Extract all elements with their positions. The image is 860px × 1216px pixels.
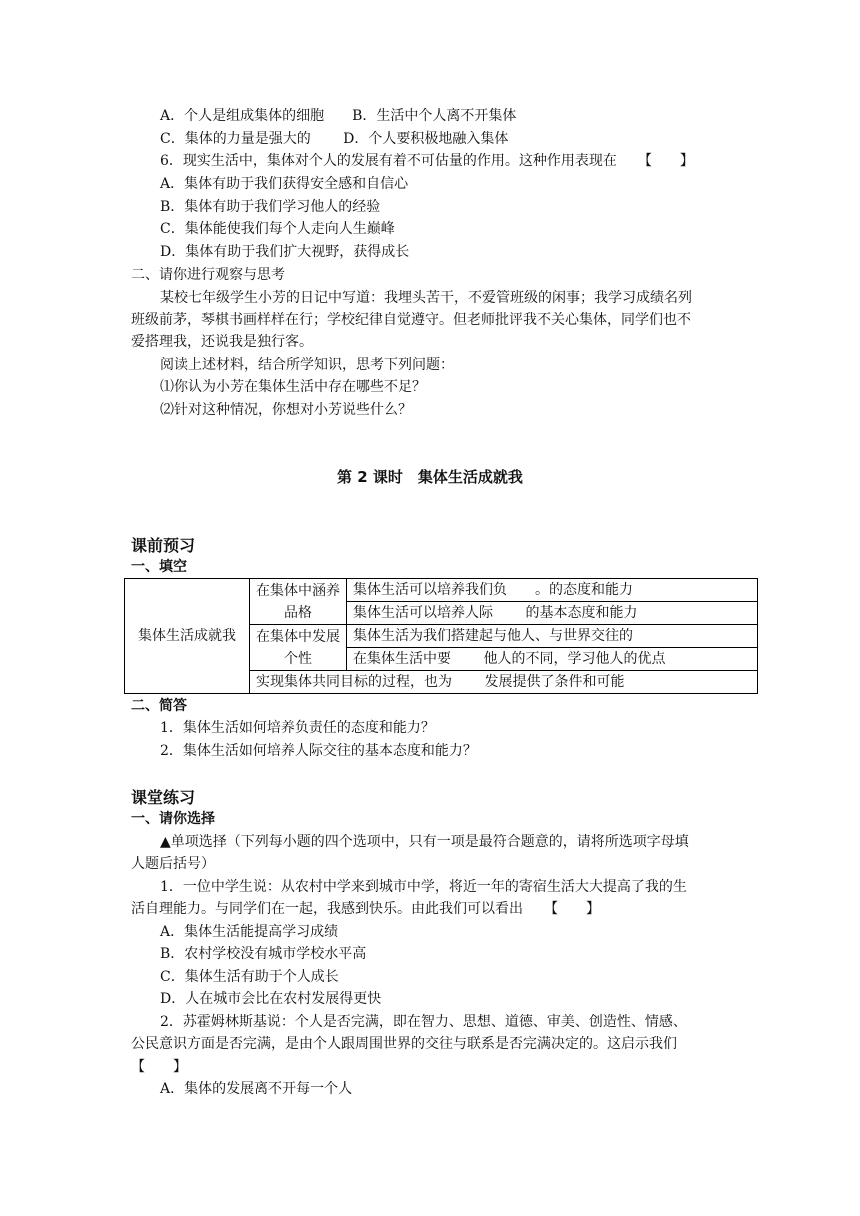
- question-1-line: 活自理能力。与同学们在一起，我感到快乐。由此我们可以看出 【 】: [131, 901, 600, 917]
- q5-option-cd: C．集体的力量是强大的 D．个人要积极地融入集体: [160, 131, 509, 147]
- section-2-heading: 二、请你进行观察与思考: [131, 267, 285, 283]
- q1-option-c: C．集体生活有助于个人成长: [160, 969, 339, 985]
- group-label-character: 在集体中涵养品格: [250, 579, 347, 625]
- think-question: ⑴你认为小芳在集体生活中存在哪些不足？: [160, 379, 426, 395]
- preview-heading: 课前预习: [131, 536, 196, 555]
- table-root-cell: 集体生活成就我: [125, 579, 250, 694]
- q6-option-c: C．集体能使我们每个人走向人生巅峰: [160, 221, 395, 237]
- q6-option-d: D．集体有助于我们扩大视野，获得成长: [160, 244, 410, 260]
- short-answer-heading: 二、简答: [131, 698, 187, 714]
- question-2-line: 【 】: [131, 1059, 187, 1075]
- short-question: 2．集体生活如何培养人际交往的基本态度和能力？: [160, 743, 477, 759]
- think-question: ⑵针对这种情况，你想对小芳说些什么？: [160, 402, 412, 418]
- lesson-title: 第 2 课时 集体生活成就我: [337, 468, 523, 486]
- question-2-line: 公民意识方面是否完满，是由个人跟周围世界的交往与联系是否完满决定的。这启示我们: [131, 1036, 677, 1052]
- q6-option-a: A．集体有助于我们获得安全感和自信心: [160, 176, 409, 192]
- passage-line: 爱搭理我，还说我是独行客。: [131, 334, 313, 350]
- passage-line: 某校七年级学生小芳的日记中写道：我埋头苦干，不爱管班级的闲事；我学习成绩名列: [160, 290, 692, 306]
- instruction-line: ▲单项选择（下列每小题的四个选项中，只有一项是最符合题意的，请将所选项字母填: [160, 834, 689, 850]
- table-cell: 集体生活为我们搭建起与他人、与世界交往的: [347, 625, 758, 648]
- passage-line: 班级前茅，琴棋书画样样在行；学校纪律自觉遵守。但老师批评我不关心集体，同学们也不: [131, 312, 691, 328]
- question-1-line: 1．一位中学生说：从农村中学来到城市中学，将近一年的寄宿生活大大提高了我的生: [160, 879, 687, 895]
- group-label-personality: 在集体中发展个性: [250, 625, 347, 671]
- practice-heading: 课堂练习: [131, 788, 196, 807]
- q5-option-ab: A．个人是组成集体的细胞 B．生活中个人离不开集体: [160, 108, 517, 124]
- table-cell: 在集体生活中要 他人的不同，学习他人的优点: [347, 648, 758, 671]
- table-cell: 集体生活可以培养我们负 。的态度和能力: [347, 579, 758, 602]
- fill-in-table: [124, 578, 758, 694]
- choose-heading: 一、请你选择: [131, 811, 215, 827]
- question-2-line: 2．苏霍姆林斯基说：个人是否完满，即在智力、思想、道德、审美、创造性、情感、: [160, 1014, 687, 1030]
- instruction-line: 人题后括号）: [131, 856, 215, 872]
- table-cell: 实现集体共同目标的过程，也为 发展提供了条件和可能: [250, 671, 758, 694]
- short-question: 1．集体生活如何培养负责任的态度和能力？: [160, 720, 435, 736]
- q1-option-d: D．人在城市会比在农村发展得更快: [160, 991, 382, 1007]
- q6-option-b: B．集体有助于我们学习他人的经验: [160, 199, 381, 215]
- q1-option-a: A．集体生活能提高学习成绩: [160, 924, 339, 940]
- reading-instruction: 阅读上述材料，结合所学知识，思考下列问题：: [160, 357, 454, 373]
- table-cell: 集体生活可以培养人际 的基本态度和能力: [347, 602, 758, 625]
- q1-option-b: B．农村学校没有城市学校水平高: [160, 946, 367, 962]
- question-6: 6．现实生活中，集体对个人的发展有着不可估量的作用。这种作用表现在 【 】: [160, 153, 694, 169]
- fill-heading: 一、填空: [131, 559, 187, 575]
- q2-option-a: A．集体的发展离不开每一个人: [160, 1081, 353, 1097]
